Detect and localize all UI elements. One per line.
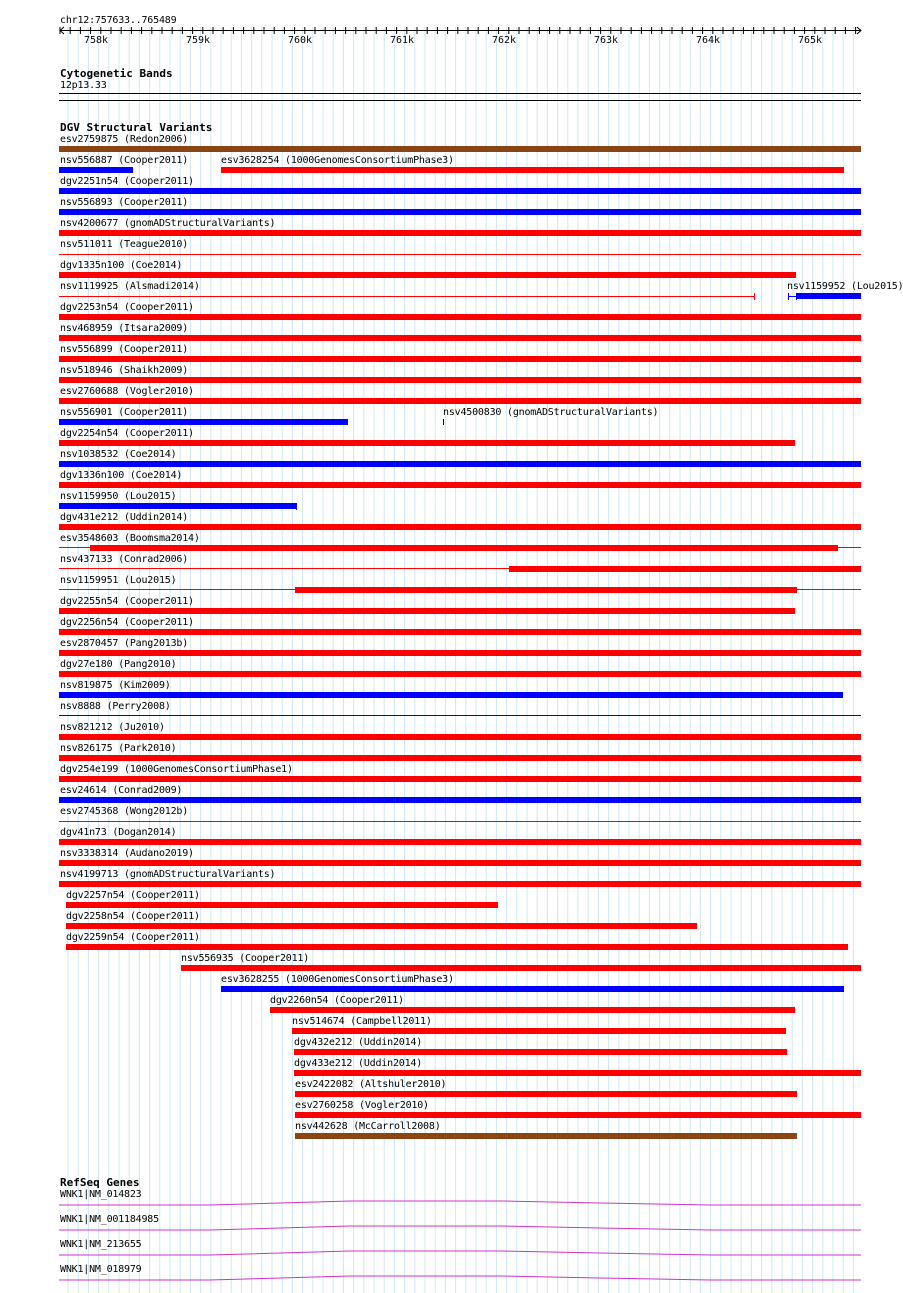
- sv-feature-label[interactable]: nsv8888 (Perry2008): [60, 701, 171, 712]
- gene-intron-line: [59, 1251, 861, 1255]
- ruler-tick-label: 758k: [83, 35, 109, 46]
- ruler-position: chr12:757633..765489: [60, 15, 177, 26]
- sv-feature-label[interactable]: dgv431e212 (Uddin2014): [60, 512, 189, 523]
- ruler-tick-label: 762k: [491, 35, 517, 46]
- sv-feature-label[interactable]: nsv511011 (Teague2010): [60, 239, 189, 250]
- sv-feature-label[interactable]: dgv254e199 (1000GenomesConsortiumPhase1): [60, 764, 293, 775]
- ruler-tick-label: 761k: [389, 35, 415, 46]
- gene-label[interactable]: WNK1|NM_018979: [60, 1264, 142, 1275]
- sv-feature-label[interactable]: dgv1336n100 (Coe2014): [60, 470, 183, 481]
- sv-feature-label[interactable]: nsv514674 (Campbell2011): [292, 1016, 432, 1027]
- sv-feature-label[interactable]: nsv556887 (Cooper2011): [60, 155, 189, 166]
- sv-feature-label[interactable]: esv2760258 (Vogler2010): [295, 1100, 429, 1111]
- sv-feature-label[interactable]: nsv1038532 (Coe2014): [60, 449, 177, 460]
- sv-feature-label[interactable]: nsv556899 (Cooper2011): [60, 344, 189, 355]
- sv-feature-label[interactable]: nsv468959 (Itsara2009): [60, 323, 189, 334]
- sv-feature-label[interactable]: dgv2258n54 (Cooper2011): [66, 911, 200, 922]
- gene-label[interactable]: WNK1|NM_014823: [60, 1189, 142, 1200]
- sv-feature-label[interactable]: dgv27e180 (Pang2010): [60, 659, 177, 670]
- sv-feature-label[interactable]: nsv437133 (Conrad2006): [60, 554, 189, 565]
- sv-feature-label[interactable]: nsv1159952 (Lou2015): [787, 281, 903, 292]
- cyto-track-title: Cytogenetic Bands: [60, 67, 173, 80]
- sv-feature-label[interactable]: nsv556901 (Cooper2011): [60, 407, 189, 418]
- sv-feature-label[interactable]: nsv1159951 (Lou2015): [60, 575, 177, 586]
- sv-feature-label[interactable]: nsv3338314 (Audano2019): [60, 848, 194, 859]
- gene-model[interactable]: [0, 1199, 890, 1207]
- sv-feature-label[interactable]: nsv4199713 (gnomADStructuralVariants): [60, 869, 276, 880]
- sv-feature-label[interactable]: esv3628255 (1000GenomesConsortiumPhase3): [221, 974, 454, 985]
- gene-intron-line: [59, 1276, 861, 1280]
- sv-feature-label[interactable]: esv3548603 (Boomsma2014): [60, 533, 200, 544]
- sv-feature-label[interactable]: esv3628254 (1000GenomesConsortiumPhase3): [221, 155, 454, 166]
- sv-feature-label[interactable]: esv24614 (Conrad2009): [60, 785, 183, 796]
- sv-feature-label[interactable]: dgv2253n54 (Cooper2011): [60, 302, 194, 313]
- sv-feature-label[interactable]: esv2745368 (Wong2012b): [60, 806, 189, 817]
- sv-feature-label[interactable]: esv2760688 (Vogler2010): [60, 386, 194, 397]
- gene-model[interactable]: [0, 1274, 890, 1282]
- sv-feature-label[interactable]: dgv2260n54 (Cooper2011): [270, 995, 404, 1006]
- sv-feature-label[interactable]: dgv2256n54 (Cooper2011): [60, 617, 194, 628]
- sv-feature-label[interactable]: esv2759875 (Redon2006): [60, 134, 189, 145]
- sv-feature-label[interactable]: nsv442628 (McCarroll2008): [295, 1121, 441, 1132]
- ruler-tick-label: 760k: [287, 35, 313, 46]
- sv-feature-label[interactable]: dgv432e212 (Uddin2014): [294, 1037, 423, 1048]
- sv-feature-label[interactable]: dgv41n73 (Dogan2014): [60, 827, 177, 838]
- sv-feature-label[interactable]: dgv2254n54 (Cooper2011): [60, 428, 194, 439]
- ruler-tick-label: 765k: [797, 35, 823, 46]
- sv-feature-label[interactable]: nsv4500830 (gnomADStructuralVariants): [443, 407, 659, 418]
- sv-feature-label[interactable]: nsv1119925 (Alsmadi2014): [60, 281, 200, 292]
- gene-label[interactable]: WNK1|NM_001184985: [60, 1214, 159, 1225]
- sv-feature-label[interactable]: dgv2259n54 (Cooper2011): [66, 932, 200, 943]
- gene-label[interactable]: WNK1|NM_213655: [60, 1239, 142, 1250]
- sv-feature-label[interactable]: nsv821212 (Ju2010): [60, 722, 165, 733]
- sv-feature-label[interactable]: dgv2255n54 (Cooper2011): [60, 596, 194, 607]
- ruler-tick-label: 763k: [593, 35, 619, 46]
- sv-feature-label[interactable]: dgv433e212 (Uddin2014): [294, 1058, 423, 1069]
- gene-model[interactable]: [0, 1224, 890, 1232]
- sv-feature-label[interactable]: nsv1159950 (Lou2015): [60, 491, 177, 502]
- sv-feature-label[interactable]: nsv556935 (Cooper2011): [181, 953, 310, 964]
- ruler-tick-label: 759k: [185, 35, 211, 46]
- refseq-track-title: RefSeq Genes: [60, 1176, 140, 1189]
- ruler-tick-label: 764k: [695, 35, 721, 46]
- gene-intron-line: [59, 1226, 861, 1230]
- sv-feature-label[interactable]: nsv826175 (Park2010): [60, 743, 177, 754]
- gene-model[interactable]: [0, 1249, 890, 1257]
- sv-feature-label[interactable]: esv2870457 (Pang2013b): [60, 638, 189, 649]
- sv-feature-label[interactable]: esv2422082 (Altshuler2010): [295, 1079, 447, 1090]
- dgv-track-title: DGV Structural Variants: [60, 121, 213, 134]
- sv-feature-label[interactable]: nsv556893 (Cooper2011): [60, 197, 189, 208]
- sv-feature-label[interactable]: nsv819875 (Kim2009): [60, 680, 171, 691]
- sv-feature-label[interactable]: nsv518946 (Shaikh2009): [60, 365, 189, 376]
- sv-feature-label[interactable]: dgv2257n54 (Cooper2011): [66, 890, 200, 901]
- gene-intron-line: [59, 1201, 861, 1205]
- cyto-band-label: 12p13.33: [60, 80, 107, 91]
- sv-feature-label[interactable]: dgv1335n100 (Coe2014): [60, 260, 183, 271]
- sv-feature-label[interactable]: dgv2251n54 (Cooper2011): [60, 176, 194, 187]
- sv-feature-label[interactable]: nsv4200677 (gnomADStructuralVariants): [60, 218, 276, 229]
